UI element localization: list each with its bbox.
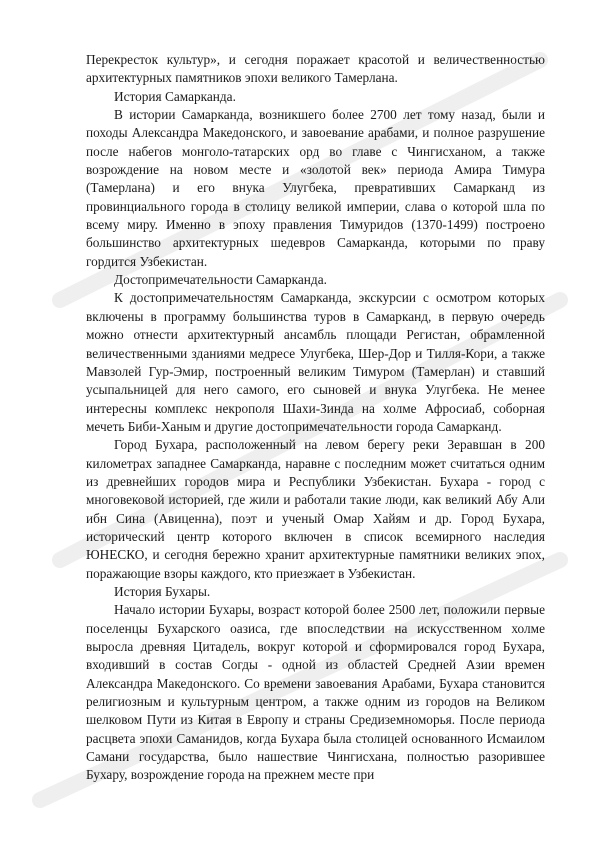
heading-bukhara-history: История Бухары. (114, 583, 211, 599)
document-body (86, 51, 545, 785)
heading-samarkand-history: История Самарканда. (114, 88, 236, 104)
paragraph-samarkand-sights: К достопримечательностям Самарканда, экскурсии с осмотром которых включены в программу большинства туров в Самарканд, в первую очередь можно отнести архитектурный ансамбль площади Регистан, обрамленной величественными зданиями медресе Улугбека, Шер-Дор и Тилля-Кори, а также Мавзолей Гур-Эмир, построенный великим Тимуром (Тамерлан) и ставший усыпальницей для него самого, его сыновей и внука Улугбека. Не менее интересны комплекс некрополя Шахи-Зинда на холме Афросиаб, соборная мечеть Биби-Ханым и другие достопримечательности города Самарканд. (86, 290, 545, 434)
paragraph-intro-continuation: Перекресток культур», и сегодня поражает красотой и величественностью архитектурных памятников эпохи великого Тамерлана. (86, 52, 545, 86)
paragraph-bukhara-history: Начало истории Бухары, возраст которой более 2500 лет, положили первые поселенцы Бухарского оазиса, где впоследствии на искусственном холме выросла древняя Цитадель, вокруг которой и сформировался город Бухара, входивший в состав Согды - одной из областей Средней Азии времен Александра Македонского. Со времени завоевания Арабами, Бухара становится религиозным и культурным центром, а также одним из городов на Великом шелковом Пути из Китая в Европу и страны Средиземноморья. После периода расцвета эпохи Саманидов, когда Бухара была столицей основанного Исмаилом Самани государства, было нашествие Чингисхана, полностью разорившее Бухару, возрождение города на прежнем месте при (86, 602, 545, 783)
paragraph-samarkand-history: В истории Самарканда, возникшего более 2700 лет тому назад, были и походы Александра Македонского, и завоевание арабами, и полное разрушение после набегов монголо-татарских орд во главе с Чингисханом, а также возрождение на новом месте и «золотой век» периода Амира Тимура (Тамерлана) и его внука Улугбека, превративших Самарканд из провинциального города в столицу великой империи, слава о которой шла по всему миру. Именно в эпоху правления Тимуридов (1370-1499) построено большинство архитектурных шедевров Самарканда, которыми по праву гордится Узбекистан. (86, 107, 545, 269)
paragraph-bukhara-intro: Город Бухара, расположенный на левом берегу реки Зеравшан в 200 километрах западнее Самарканда, наравне с последним может считаться одним из древнейших городов мира и Республики Узбекистан. Бухара - город с многовековой историей, где жили и работали такие люди, как великий Абу Али ибн Сина (Авиценна), поэт и ученый Омар Хайям и др. Город Бухара, исторический центр которого включен в список всемирного наследия ЮНЕСКО, и сегодня бережно хранит архитектурные памятники великих эпох, поражающие взоры каждого, кто приезжает в Узбекистан. (86, 437, 545, 581)
heading-samarkand-sights: Достопримечательности Самарканда. (114, 272, 327, 288)
